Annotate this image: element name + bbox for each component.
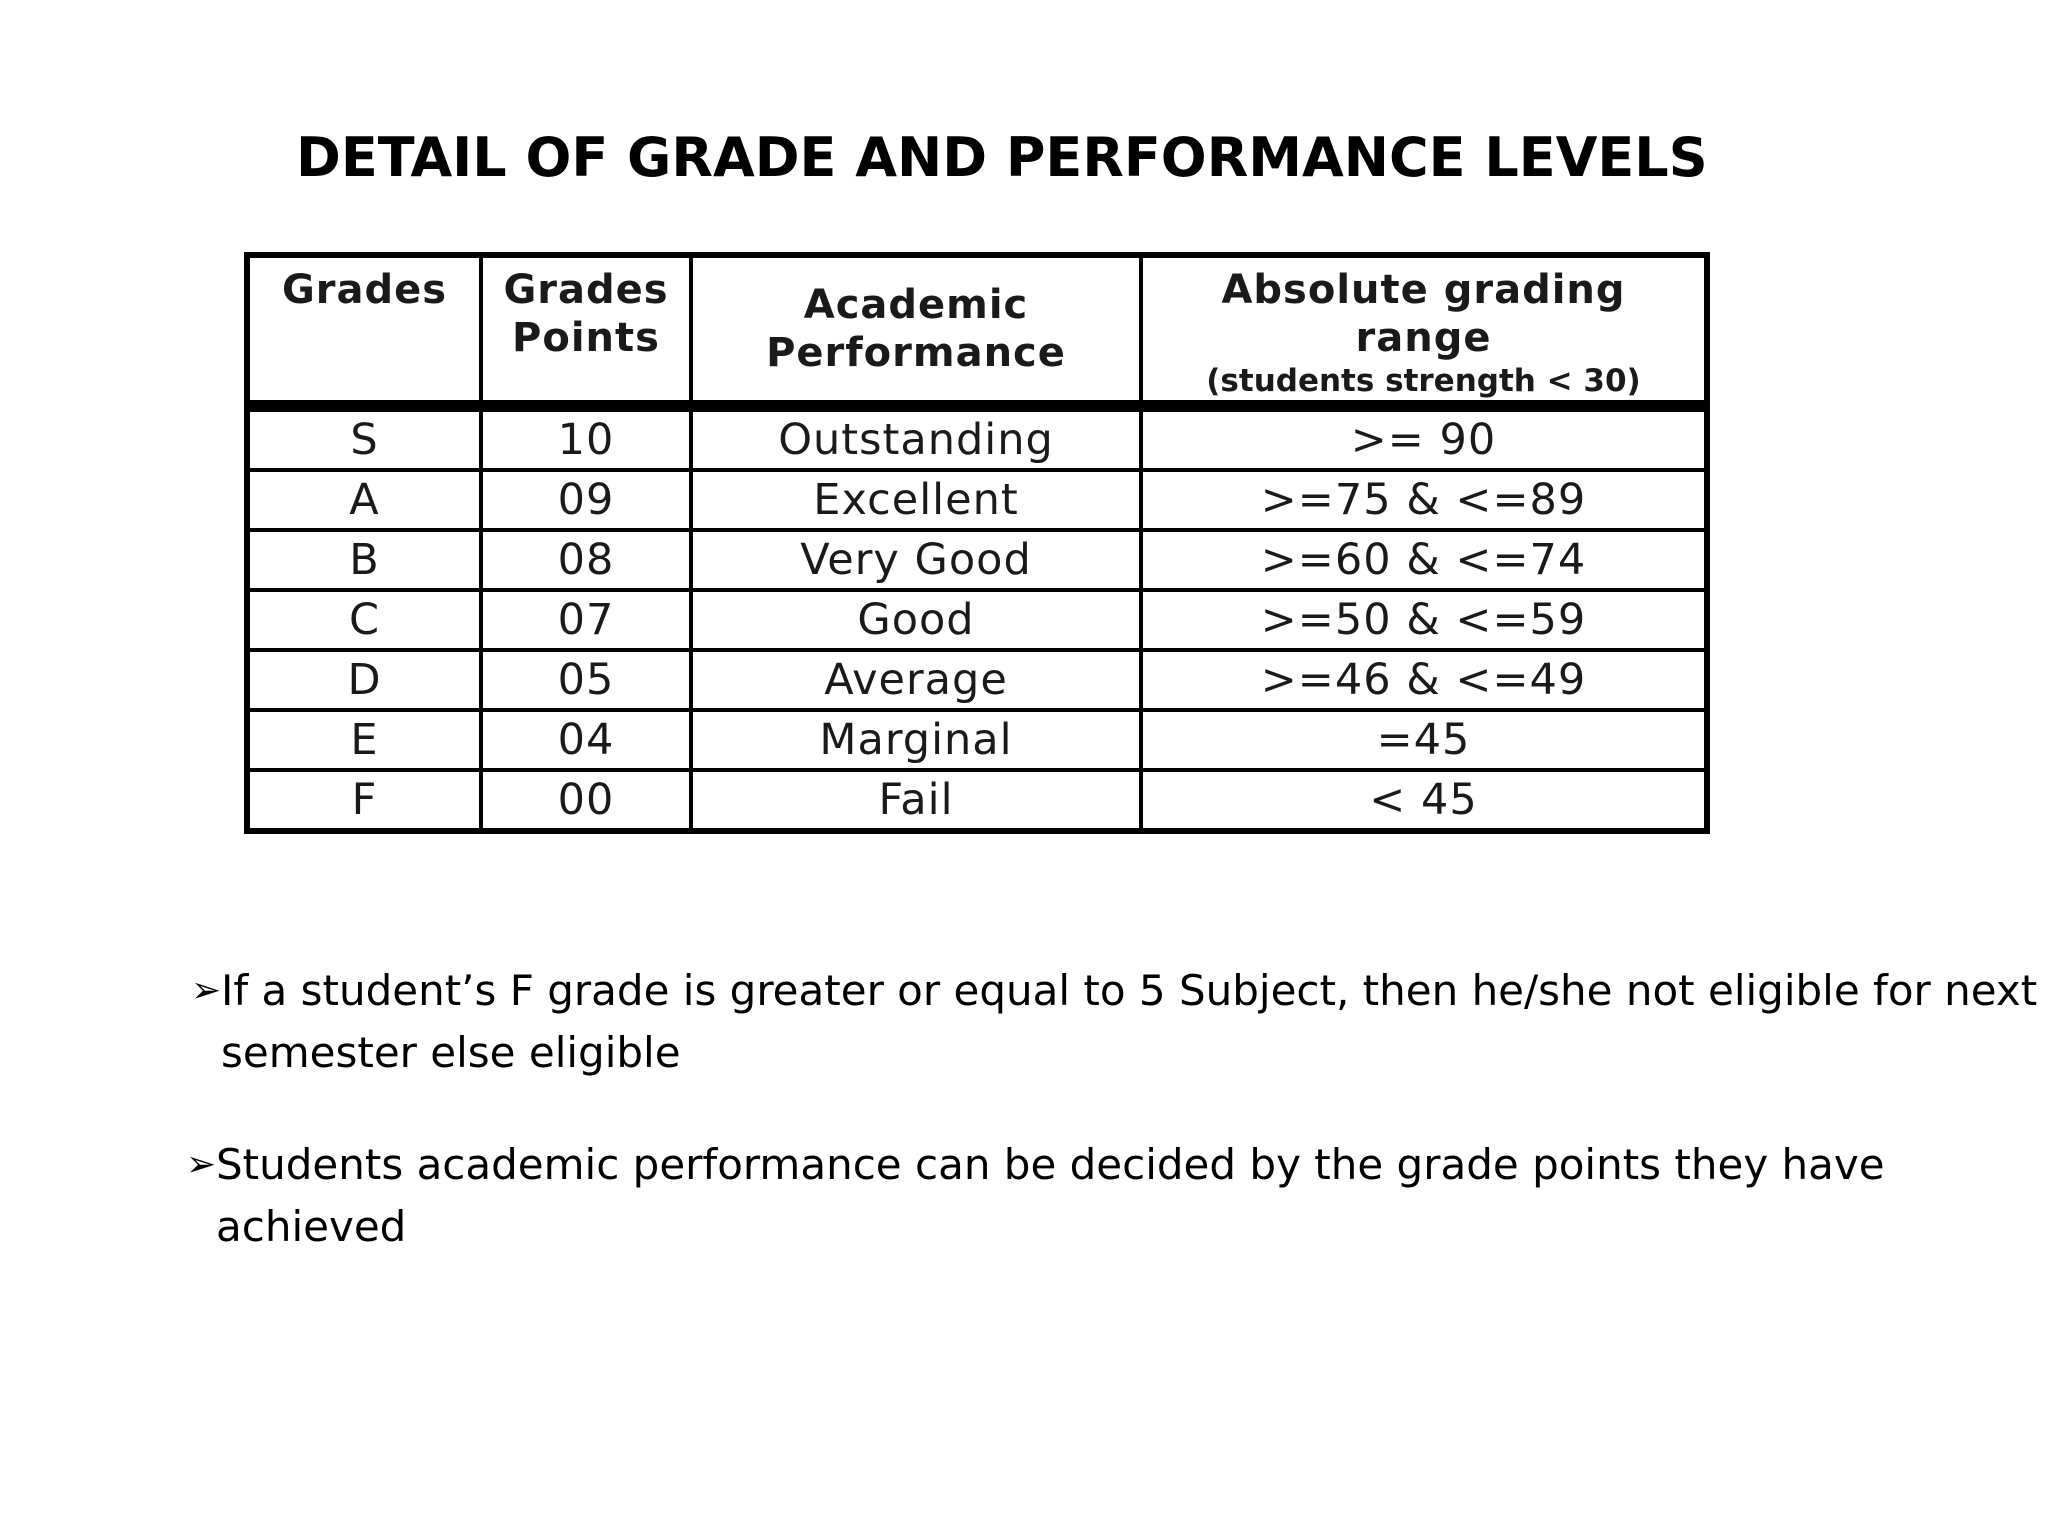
header-academic-performance bbox=[691, 255, 1141, 406]
header-grading-range bbox=[1141, 255, 1707, 406]
note-eligibility-line1: If a student’s F grade is greater or equal to 5 Subject, then he/she not eligible for next bbox=[221, 966, 2038, 1015]
table-row bbox=[247, 650, 1707, 710]
cell-grade: B bbox=[247, 530, 481, 590]
table-row bbox=[247, 710, 1707, 770]
cell-performance: Very Good bbox=[691, 530, 1141, 590]
table-header-row bbox=[247, 255, 1707, 406]
note-performance bbox=[186, 1134, 1885, 1258]
header-grade-points-line1: Grades bbox=[503, 267, 669, 313]
cell-performance: Outstanding bbox=[691, 406, 1141, 470]
grade-table-container bbox=[244, 252, 1704, 834]
header-grade-points-line2: Points bbox=[512, 315, 660, 361]
cell-grade: F bbox=[247, 770, 481, 831]
cell-range: >=46 & <=49 bbox=[1141, 650, 1707, 710]
cell-points: 08 bbox=[481, 530, 691, 590]
cell-grade: S bbox=[247, 406, 481, 470]
cell-points: 10 bbox=[481, 406, 691, 470]
note-eligibility-line2: semester else eligible bbox=[221, 1028, 681, 1077]
cell-performance: Good bbox=[691, 590, 1141, 650]
cell-performance: Average bbox=[691, 650, 1141, 710]
cell-performance: Excellent bbox=[691, 470, 1141, 530]
note-performance-line2: achieved bbox=[216, 1202, 407, 1251]
table-row bbox=[247, 590, 1707, 650]
cell-grade: A bbox=[247, 470, 481, 530]
cell-range: >=60 & <=74 bbox=[1141, 530, 1707, 590]
cell-range: < 45 bbox=[1141, 770, 1707, 831]
header-grades-label: Grades bbox=[281, 267, 448, 313]
cell-points: 00 bbox=[481, 770, 691, 831]
cell-performance: Fail bbox=[691, 770, 1141, 831]
grade-table bbox=[244, 252, 1710, 834]
header-range-line2: (students strength < 30) bbox=[1206, 363, 1641, 399]
header-academic-line1: Academic bbox=[803, 282, 1029, 328]
header-grades bbox=[247, 255, 481, 406]
note-eligibility bbox=[191, 960, 2038, 1084]
cell-points: 07 bbox=[481, 590, 691, 650]
header-range-line1: Absolute grading range bbox=[1221, 267, 1626, 361]
cell-range: =45 bbox=[1141, 710, 1707, 770]
table-row bbox=[247, 530, 1707, 590]
table-row bbox=[247, 770, 1707, 831]
cell-grade: E bbox=[247, 710, 481, 770]
cell-grade: C bbox=[247, 590, 481, 650]
table-row bbox=[247, 406, 1707, 470]
cell-points: 09 bbox=[481, 470, 691, 530]
table-row bbox=[247, 470, 1707, 530]
cell-range: >= 90 bbox=[1141, 406, 1707, 470]
cell-points: 04 bbox=[481, 710, 691, 770]
arrow-bullet-icon: ➢ bbox=[191, 970, 222, 1011]
cell-grade: D bbox=[247, 650, 481, 710]
slide-title: DETAIL OF GRADE AND PERFORMANCE LEVELS bbox=[296, 126, 1708, 189]
arrow-bullet-icon: ➢ bbox=[186, 1144, 217, 1185]
cell-performance: Marginal bbox=[691, 710, 1141, 770]
header-academic-line2: Performance bbox=[766, 330, 1066, 376]
cell-range: >=75 & <=89 bbox=[1141, 470, 1707, 530]
note-performance-line1: Students academic performance can be decided by the grade points they have bbox=[216, 1140, 1885, 1189]
header-grade-points bbox=[481, 255, 691, 406]
cell-points: 05 bbox=[481, 650, 691, 710]
cell-range: >=50 & <=59 bbox=[1141, 590, 1707, 650]
